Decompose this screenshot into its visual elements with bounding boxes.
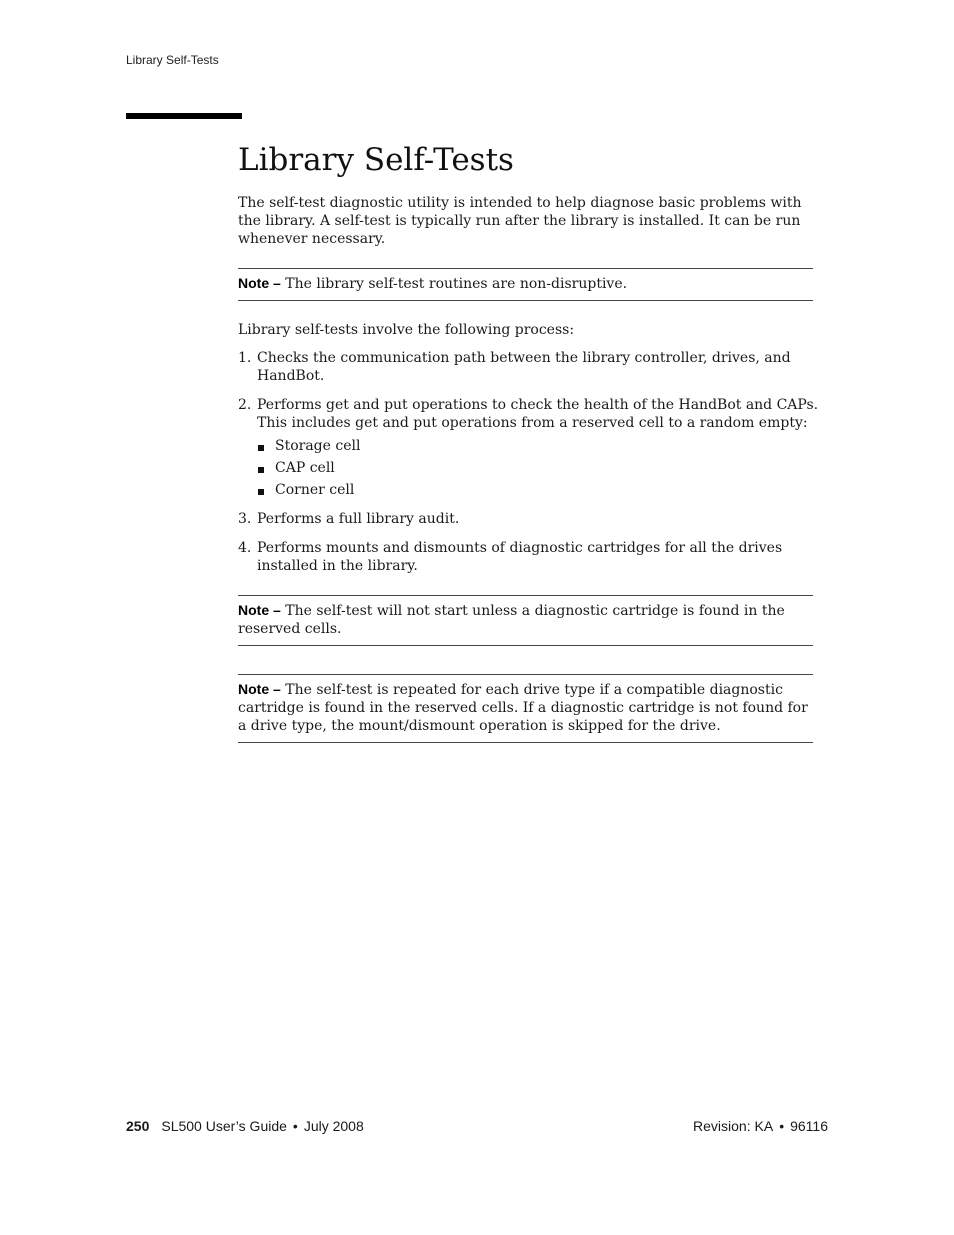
step-number: 3. (238, 511, 252, 527)
guide-title: SL500 User’s Guide (161, 1118, 287, 1134)
list-item (238, 396, 828, 499)
empty-cell-types-list (257, 437, 828, 499)
step-text: Performs get and put operations to check the health of the HandBot and CAPs. This includes get and put operations from a reserved cell to a random empty: (257, 397, 819, 431)
square-bullet-icon (258, 489, 264, 495)
footer-left (126, 1118, 364, 1134)
subitem-text: Corner cell (275, 482, 355, 498)
note-diagnostic-cartridge-required (238, 595, 813, 646)
step-text: Checks the communication path between the library controller, drives, and HandBot. (257, 350, 791, 384)
note-non-disruptive (238, 268, 813, 301)
square-bullet-icon (258, 445, 264, 451)
running-header: Library Self-Tests (126, 53, 219, 67)
note-label: Note – (238, 681, 281, 697)
page-number: 250 (126, 1118, 150, 1134)
step-text: Performs a full library audit. (257, 511, 460, 527)
document-number: 96116 (790, 1118, 828, 1134)
list-item (238, 349, 828, 385)
list-item (257, 481, 828, 499)
list-item (238, 510, 828, 528)
footer-right (693, 1118, 828, 1134)
note-label: Note – (238, 275, 281, 291)
list-item (238, 539, 828, 575)
footer-separator: • (779, 1118, 785, 1134)
main-content (238, 140, 828, 743)
process-steps-list (238, 349, 828, 575)
note-label: Note – (238, 602, 281, 618)
step-number: 1. (238, 350, 252, 366)
publication-date: July 2008 (303, 1118, 364, 1134)
step-number: 2. (238, 397, 252, 413)
square-bullet-icon (258, 467, 264, 473)
note-text: The self-test is repeated for each drive type if a compatible diagnostic cartridge is found in the reserved cells. If a diagnostic cartridge is not found for a drive type, the mount/dismount operation is skipped for the drive. (238, 682, 808, 734)
footer-separator: • (292, 1118, 298, 1134)
subitem-text: Storage cell (275, 438, 361, 454)
process-lead-paragraph: Library self-tests involve the following process: (238, 322, 575, 338)
intro-paragraph: The self-test diagnostic utility is intended to help diagnose basic problems with the library. A self-test is typically run after the library is installed. It can be run whenever necessary. (238, 195, 802, 247)
page-title: Library Self-Tests (238, 142, 514, 178)
step-text: Performs mounts and dismounts of diagnostic cartridges for all the drives installed in the library. (257, 540, 783, 574)
list-item (257, 437, 828, 455)
note-repeated-per-drive-type (238, 674, 813, 743)
note-text: The library self-test routines are non-disruptive. (285, 276, 628, 292)
revision-label: Revision: KA (693, 1118, 774, 1134)
note-text: The self-test will not start unless a diagnostic cartridge is found in the reserved cells. (238, 603, 785, 637)
subitem-text: CAP cell (275, 460, 335, 476)
list-item (257, 459, 828, 477)
section-title-rule (126, 113, 242, 119)
step-number: 4. (238, 540, 252, 556)
